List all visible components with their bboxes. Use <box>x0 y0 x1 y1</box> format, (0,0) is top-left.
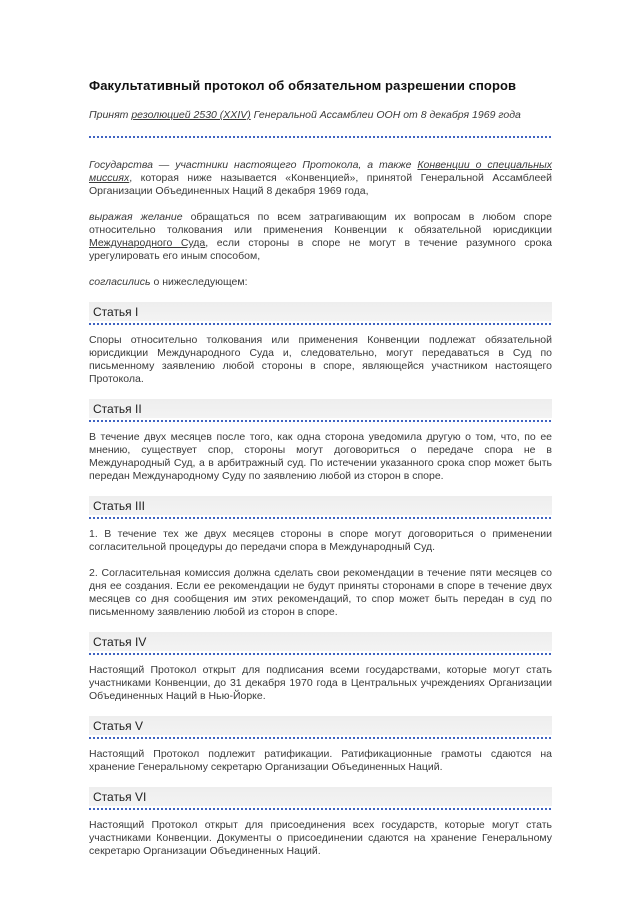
adoption-prefix: Принят <box>89 109 132 121</box>
dotted-divider <box>89 737 552 739</box>
preamble-3-rest: о нижеследующем: <box>150 276 248 288</box>
dotted-divider <box>89 653 552 655</box>
article-3 <box>89 496 552 619</box>
article-1 <box>89 302 552 386</box>
article-5 <box>89 716 552 774</box>
dotted-divider <box>89 808 552 810</box>
article-6 <box>89 787 552 858</box>
article-1-heading: Статья I <box>89 302 552 321</box>
article-4 <box>89 632 552 703</box>
preamble-2-italic: выражая желание <box>89 211 183 223</box>
article-3-heading: Статья III <box>89 496 552 515</box>
adoption-suffix: Генеральной Ассамблеи ООН от 8 декабря 1969 года <box>250 109 521 121</box>
article-5-heading: Статья V <box>89 716 552 735</box>
article-4-heading: Статья IV <box>89 632 552 651</box>
article-2 <box>89 399 552 483</box>
article-4-paragraph: Настоящий Протокол открыт для подписания всеми государствами, которые могут стать участниками Конвенции, до 31 декабря 1970 года в Центральных учреждениях Организации Объединенных Наций в Нью-Йорке. <box>89 664 552 702</box>
article-2-heading: Статья II <box>89 399 552 418</box>
convention-link[interactable]: Конвенции о специальных миссиях <box>89 159 552 184</box>
preamble-3-italic: согласились <box>89 276 151 288</box>
document-content <box>89 78 552 871</box>
adoption-note <box>89 109 552 122</box>
article-6-paragraph: Настоящий Протокол открыт для присоединения всех государств, которые могут стать участниками Конвенции. Документы о присоединении сдаются на хранение Генеральному секретарю Организации Объединенных Наций. <box>89 819 552 857</box>
preamble-2-text: обращаться по всем затрагивающим их вопросам в любом споре относительно толкования или применения Конвенции к обязательной юрисдикции <box>89 211 552 236</box>
article-3-paragraph-1: 1. В течение тех же двух месяцев стороны в споре могут договориться о применении согласительной процедуры до передачи спора в Международный Суд. <box>89 528 552 553</box>
preamble-paragraph-1 <box>89 159 552 198</box>
preamble-2-rest: , если стороны в споре не могут в течение разумного срока урегулировать его иным способом, <box>89 237 552 262</box>
document-title: Факультативный протокол об обязательном разрешении споров <box>89 78 517 93</box>
preamble-1-lead: Государства — участники настоящего Протокола, а также <box>89 159 418 171</box>
dotted-divider <box>89 517 552 519</box>
article-3-paragraph-2: 2. Согласительная комиссия должна сделать свои рекомендации в течение пяти месяцев со дня ее создания. Если ее рекомендации не будут приняты сторонами в споре в течение двух месяцев со дня сообщения им этих рекомендаций, то спор может быть передан в суд по письменному заявлению любой из сторон в споре. <box>89 567 552 618</box>
dotted-divider <box>89 323 552 325</box>
icj-link[interactable]: Международного Суда <box>89 237 206 249</box>
preamble-paragraph-2 <box>89 211 552 263</box>
article-5-paragraph: Настоящий Протокол подлежит ратификации. Ратификационные грамоты сдаются на хранение Генеральному секретарю Организации Объединенных Наций. <box>89 748 552 773</box>
preamble-paragraph-3 <box>89 276 552 289</box>
article-1-paragraph: Споры относительно толкования или применения Конвенции подлежат обязательной юрисдикции Международного Суда и, следовательно, могут передаваться в Суд по письменному заявлению любой стороны в споре, являющейся участником настоящего Протокола. <box>89 334 552 385</box>
preamble-1-rest: , которая ниже называется «Конвенцией», принятой Генеральной Ассамблеей Организации Объединенных Наций 8 декабря 1969 года, <box>89 172 552 197</box>
dotted-divider <box>89 420 552 422</box>
article-2-paragraph: В течение двух месяцев после того, как одна сторона уведомила другую о том, что, по ее мнению, существует спор, стороны могут договориться о передаче спора не в Международный Суд, а в арбитражный суд. По истечении указанного срока спор может быть передан Международному Суду по заявлению любой из сторон в споре. <box>89 431 552 482</box>
dotted-divider <box>89 136 552 138</box>
resolution-link[interactable]: резолюцией 2530 (XXIV) <box>131 109 251 121</box>
article-6-heading: Статья VI <box>89 787 552 806</box>
